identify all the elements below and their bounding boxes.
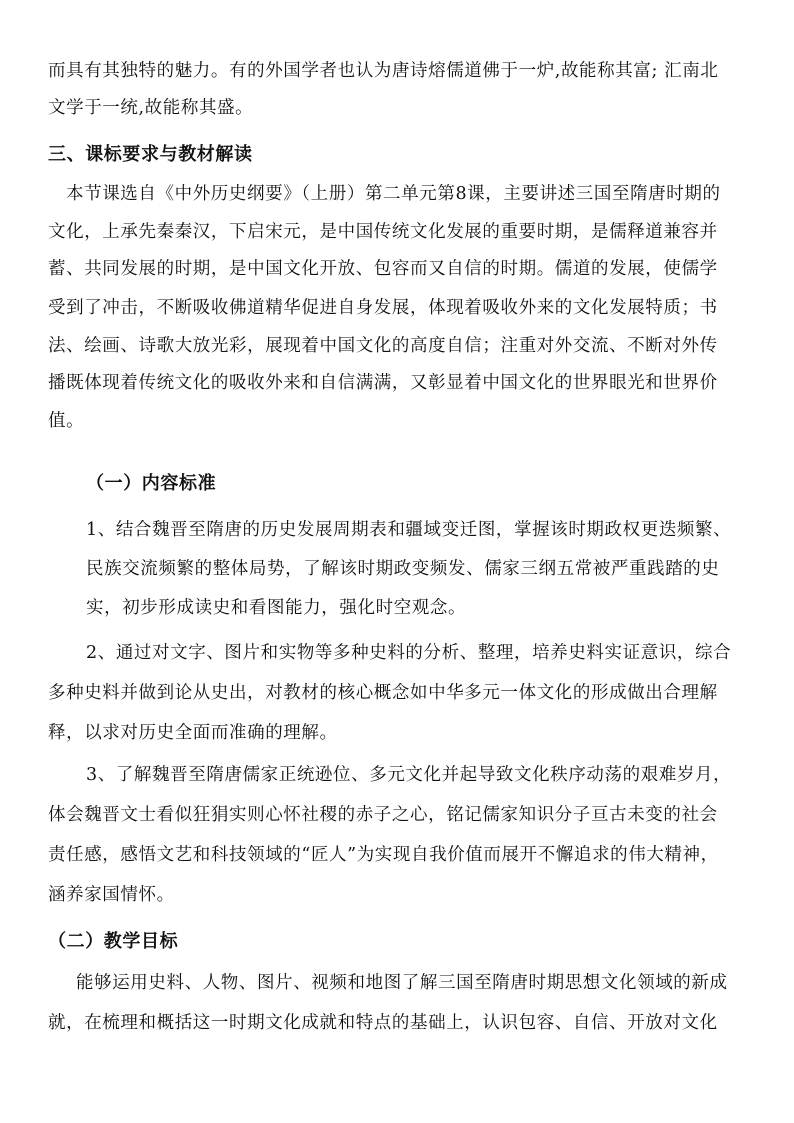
intro-line-2: 文学于一统,故能称其盛。 <box>48 98 254 118</box>
section3-paragraph-line-6: 播既体现着传统文化的吸收外来和自信满满，又彰显着中国文化的世界眼光和世界价 <box>48 373 718 393</box>
standard-item-1-line-1: 1、结合魏晋至隋唐的历史发展周期表和疆域变迁图，掌握该时期政权更迭频繁、 <box>86 520 732 540</box>
standard-item-1-line-3: 实，初步形成读史和看图能力，强化时空观念。 <box>86 598 467 618</box>
section3-paragraph-line-4: 受到了冲击，不断吸收佛道精华促进自身发展，体现着吸收外来的文化发展特质；书 <box>48 298 718 318</box>
subsection-heading-content-standard: （一）内容标准 <box>86 473 217 494</box>
section3-paragraph-line-7: 值。 <box>48 411 85 431</box>
goals-paragraph-line-1: 能够运用史料、人物、图片、视频和地图了解三国至隋唐时期思想文化领域的新成 <box>76 973 728 993</box>
section3-paragraph-line-5: 法、绘画、诗歌大放光彩，展现着中国文化的高度自信；注重对外交流、不断对外传 <box>48 336 718 356</box>
standard-item-2-line-2: 多种史料并做到论从史出，对教材的核心概念如中华多元一体文化的形成做出合理解 <box>48 683 718 703</box>
standard-item-3-line-3: 责任感，感悟文艺和科技领域的“匠人”为实现自我价值而展开不懈追求的伟大精神， <box>48 845 719 865</box>
standard-item-3-line-1: 3、了解魏晋至隋唐儒家正统逊位、多元文化并起导致文化秩序动荡的艰难岁月， <box>86 765 732 785</box>
standard-item-2-line-1: 2、通过对文字、图片和实物等多种史料的分析、整理，培养史料实证意识，综合 <box>86 643 732 663</box>
section-heading: 三、课标要求与教材解读 <box>48 144 253 165</box>
intro-line-1: 而具有其独特的魅力。有的外国学者也认为唐诗熔儒道佛于一炉,故能称其富; 汇南北 <box>48 61 719 81</box>
standard-item-1-line-2: 民族交流频繁的整体局势，了解该时期政变频发、儒家三纲五常被严重践踏的史 <box>86 559 720 579</box>
standard-item-2-line-3: 释，以求对历史全面而准确的理解。 <box>48 723 338 743</box>
subsection-heading-teaching-goals: （二）教学目标 <box>48 931 179 952</box>
section3-paragraph-line-1: 本节课选自《中外历史纲要》（上册）第二单元第8课，主要讲述三国至隋唐时期的 <box>66 184 721 204</box>
section3-paragraph-line-2: 文化，上承先秦秦汉，下启宋元，是中国传统文化发展的重要时期，是儒释道兼容并 <box>48 222 718 242</box>
standard-item-3-line-2: 体会魏晋文士看似狂狷实则心怀社稷的赤子之心，铭记儒家知识分子亘古未变的社会 <box>48 805 718 825</box>
standard-item-3-line-4: 涵养家国情怀。 <box>48 885 175 905</box>
section3-paragraph-line-3: 蓄、共同发展的时期，是中国文化开放、包容而又自信的时期。儒道的发展，使儒学 <box>48 259 718 279</box>
goals-paragraph-line-2: 就，在梳理和概括这一时期文化成就和特点的基础上，认识包容、自信、开放对文化 <box>48 1013 718 1033</box>
